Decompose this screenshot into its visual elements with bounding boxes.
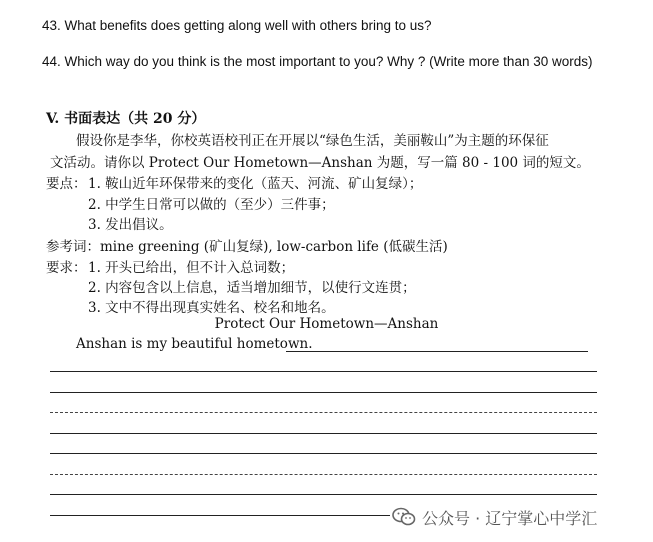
wechat-icon: [392, 507, 416, 527]
writing-line: [50, 474, 597, 475]
requirements-label: 要求：: [46, 260, 87, 276]
watermark-text: 公众号 · 辽宁掌心中学汇: [422, 508, 598, 528]
watermark: [392, 504, 597, 530]
writing-line: [50, 433, 597, 434]
prompt-line-2: 文活动。请你以 Protect Our Hometown—Anshan 为题，写一篇 80 - 100 词的短文。: [50, 155, 590, 171]
essay-opening: Anshan is my beautiful hometown.: [76, 336, 313, 352]
writing-line: [50, 515, 390, 516]
requirement-2: 2. 内容包含以上信息，适当增加细节，以使行文连贯；: [88, 280, 416, 296]
question-44: 44. Which way do you think is the most important to you? Why ? (Write more than 30 words): [42, 54, 593, 69]
writing-line: [50, 412, 597, 413]
requirement-3: 3. 文中不得出现真实姓名、校名和地名。: [88, 300, 335, 316]
writing-line-first: [286, 351, 588, 352]
section-title: V. 书面表达（共 20 分）: [46, 111, 206, 127]
question-43: 43. What benefits does getting along well with others bring to us?: [42, 18, 432, 33]
writing-line: [50, 392, 597, 393]
point-3: 3. 发出倡议。: [88, 217, 173, 233]
essay-title: Protect Our Hometown—Anshan: [214, 316, 439, 332]
point-2: 2. 中学生日常可以做的（至少）三件事；: [88, 197, 335, 213]
reference-words: 参考词：mine greening (矿山复绿), low-carbon life (低碳生活): [46, 239, 448, 255]
writing-line: [50, 453, 597, 454]
requirement-1: 1. 开头已给出，但不计入总词数；: [88, 260, 295, 276]
writing-line: [50, 371, 597, 372]
prompt-line-1: 假设你是李华，你校英语校刊正在开展以“绿色生活，美丽鞍山”为主题的环保征: [76, 133, 549, 149]
points-label: 要点：: [46, 176, 87, 192]
point-1: 1. 鞍山近年环保带来的变化（蓝天、河流、矿山复绿）；: [88, 176, 423, 192]
writing-line: [50, 494, 597, 495]
